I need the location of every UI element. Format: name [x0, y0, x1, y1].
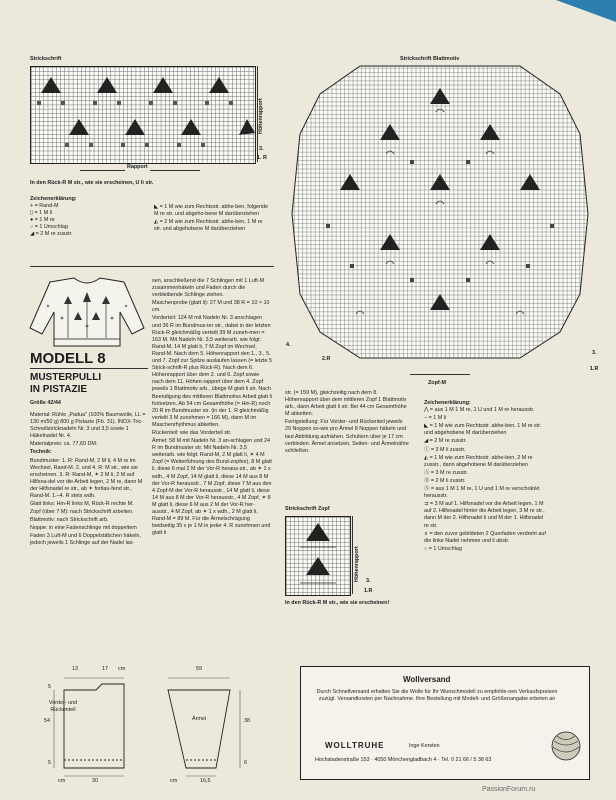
- paragraph: Maschenprobe (glatt li): 27 M und 38 R = 10 × 10 cm.: [152, 300, 270, 314]
- chart2-zopf-label: Zopf-M: [428, 380, 446, 386]
- sweater-illustration: [28, 276, 146, 350]
- paragraph: Blattmotiv: nach Strickschrift arb.: [30, 517, 109, 524]
- model-title: MODELL 8: [30, 350, 106, 367]
- paragraph: str. (= 159 M), gleichzeitig nach dem 8. Höhenrapport über dem mittleren Zopf 1 Blattmotiv arb., dann Arbeit glatt li str. Bei 44 cm Gesamthöhe M abketten.: [285, 390, 407, 418]
- chart1-row1: 1. R: [257, 155, 267, 161]
- legend2-item: Ⓑ = 2 M li zusstr.: [424, 477, 466, 484]
- chart1-rapport-label: Rapport: [127, 164, 148, 170]
- schematic: [40, 672, 280, 784]
- legend2-item: ⋀ = aus 1 M 1 M re, 1 U und 1 M re herausstr.: [424, 407, 535, 414]
- dim-top1: 13: [72, 666, 78, 672]
- ad-person: Inge Kersten: [409, 743, 440, 749]
- legend1: [30, 196, 140, 239]
- dim-top2: 17: [102, 666, 108, 672]
- model-subtitle1: MUSTERPULLI: [30, 372, 102, 383]
- sleeve-label: Ärmel: [192, 716, 207, 722]
- sleeve-unit: cm: [170, 778, 178, 784]
- zopf-row3: 3.: [366, 578, 371, 584]
- sleeve-top: 59: [196, 666, 202, 672]
- legend2-item: Ⓢ = aus 1 M 1 M re, 1 U und 1 M re verschränkt herausstr.: [424, 486, 540, 500]
- chart2-zopf-bracket: [410, 374, 470, 375]
- chart1-grid: [30, 66, 256, 164]
- chart1-motifs: [31, 67, 255, 163]
- ad-brand: WOLLTRUHE: [325, 741, 385, 750]
- legend2-item: ○ = 1 Umschlag: [424, 545, 462, 552]
- paragraph: Materialpreis: ca. 77,60 DM.: [30, 441, 98, 448]
- ad-text: Durch Schnellversand erhalten Sie die Wolle für Ihr Wunschmodell zu empfohle-nen Verkaufspreisen zuzügl. Versandkosten per Nachnahme. Ihre Bestellung mit Modell- und Größenangabe erbeten an: [316, 689, 558, 703]
- chart1-side-label: Höhenrapport: [258, 98, 264, 134]
- watermark: PassionForum.ru: [482, 786, 536, 793]
- dim-w1: 30: [92, 778, 98, 784]
- dim-h3: 5: [48, 760, 51, 766]
- zopf-side-label: Höhenrapport: [354, 546, 360, 582]
- chart2-title: Strickschrift Blattmotiv: [400, 56, 460, 62]
- legend2-item: ∨ = den zuvor gebildeten 2 Querfaden verdreht auf die linke Nadel nehmen und li abstr.: [424, 530, 546, 544]
- zopf-chart-motifs: [286, 517, 350, 595]
- chart2-grid: [290, 64, 590, 360]
- legend1-item: ○ = 1 Umschlag: [30, 224, 68, 231]
- instructions-col3: [285, 390, 409, 456]
- paragraph: Glatt links: Hin-R links M, Rück-R rechte M.: [30, 501, 134, 508]
- chart1-row3: 3.: [259, 146, 264, 152]
- instructions-col2: [152, 278, 272, 538]
- chart2-row2: 2.R: [322, 356, 331, 362]
- legend2-item: ◭ = 1 M wie zum Rechtsstr. abhe-ben, 2 M re zusstr., dann abgehobene M darüberziehen: [424, 454, 533, 468]
- legend1-title: Zeichenerklärung:: [30, 196, 77, 202]
- paragraph: sen, anschließend die 7 Schlingen mit 1 Luft-M zusammenhäkeln und Faden durch die verbleibende Schlinge ziehen.: [152, 278, 265, 299]
- legend2-item: ⊐ = 3 M auf 1. Hilfsnadel vor die Arbeit legen, 1 M auf 2. Hilfsnadel hinter die Arbeit legen, 3 M re str., dann M der 2. Hilfsnadel li und M der 1. Hilfsnadel re str.: [424, 501, 545, 529]
- zopf-repeat-bracket: [352, 516, 353, 594]
- sleeve-cuff: 6: [244, 760, 247, 766]
- zopf-chart-title: Strickschrift Zopf: [285, 506, 330, 512]
- sleeve-height: 38: [244, 718, 250, 724]
- title-rule: [30, 368, 148, 369]
- chart2-row4: 4.: [286, 342, 291, 348]
- dim-top-unit: cm: [118, 666, 126, 672]
- zopf-caption: In den Rück-R M str., wie sie erscheinen!: [285, 600, 390, 606]
- legend2-item: − = 1 M li: [424, 415, 447, 422]
- legend2-title: Zeichenerklärung:: [424, 400, 471, 406]
- legend2: [424, 400, 548, 554]
- paragraph: Rückenteil: wie das Vorderteil str.: [152, 429, 232, 436]
- sleeve-width: 16,5: [200, 778, 211, 784]
- dim-h1: 5: [48, 684, 51, 690]
- yarn-ball-icon: [549, 729, 583, 763]
- chart1-caption: In den Rück-R M str., wie sie erscheinen, U li str.: [30, 180, 154, 186]
- legend2-item: ◣ = 1 M wie zum Rechtsstr. abhe-ben, 1 M re str. und abgehobene M darüberziehen: [424, 423, 542, 437]
- legend2-item: Ⓐ = 3 M re zusstr.: [424, 469, 468, 476]
- legend1-item: ◣ = 1 M wie zum Rechtsstr. abhe-ben, folgende M re str. und abgeho-bene M darüberziehen: [154, 204, 268, 218]
- wollversand-ad: [300, 666, 590, 780]
- legend2-item: Ⓘ = 3 M li zusstr.: [424, 446, 466, 453]
- ad-address: Hochstadenstraße 153 · 4050 Mönchengladbach 4 · Tel. 0 21 66 / 5 38 63: [315, 757, 492, 763]
- paragraph: Bundmuster: 1. R: Rand-M, 2 M li, 4 M re im Wechsel, Rand-M. 2. und 4. R: M str., wie sie erscheinen. 3. R: Rand-M, ✶ 2 M li, 2 M auf Hilfsna-del vor die Arbeit legen, 2 M re, dann M der Hilfsnadel re str., ab ✶ fortlau-fend str., Rand-M. 1.–4. R stets wdh.: [30, 457, 143, 500]
- legend1-right: [154, 204, 270, 234]
- paragraph: Vorderteil: 124 M mit Nadeln Nr. 3 anschlagen und 36 R im Bundmus-ter str., dabei in der letzten Rück-R gleichmäßig verteilt 39 M zuneh-men = 163 M. Mit Nadeln Nr. 3,5 weiterarb. wie folgt: Rand-M, 14 M glatt li, 7 M Zopf im Wechsel, Rand-M. Nach dem 5. Höhenrapport den 1., 3., 5. und 7. Zopf zur Spitze auslaufen lassen (= letzte 5 Strick-schrift-R plus Rück-R). Nach dem 6. Höhenrapport über dem 2. und 6. Zopf sowie nach dem 11. Höhen-rapport über dem 4. Zopf jeweils 1 Blattmotiv arb., übrige M glatt li str. Nach Beendigung des mittleren Blattmotivs Arbeit glatt li fortsetzen. Ab 54 cm Gesamthöhe (= Hin-R) noch 20 R im Bundmuster str. (in der 1. R gleichmäßig verteilt 3 M zunehmen = 166 M), dann M im Maschenrhythmus abketten.: [152, 315, 273, 428]
- legend1-item: ▯ = 1 M li: [30, 210, 52, 217]
- chart2-row3: 3.: [592, 350, 597, 356]
- legend1-item: ◢ = 2 M re zusstr.: [30, 231, 73, 238]
- front-label: Vorder- und Rückenteil: [48, 700, 78, 714]
- zopf-row1: 1.R: [364, 588, 373, 594]
- ad-title: Wollversand: [403, 675, 451, 684]
- chart1-title: Strickschrift: [30, 56, 62, 62]
- dim-h2: 54: [44, 718, 50, 724]
- legend1-item: ◭ = 2 M wie zum Rechtsstr. abhe-ben, 1 M re str. und abgehobene M darüberziehen: [154, 219, 263, 233]
- paragraph: Technik:: [30, 449, 52, 456]
- model-size: Größe 42/44: [30, 400, 61, 406]
- page-corner-tab: [556, 0, 616, 22]
- divider: [30, 266, 274, 267]
- paragraph: Noppe: in eine Fadenschlinge mit doppeltem Faden 3 Luft-M und 6 Doppelstäbchen häkeln, jedoch jeweils 1 Schlinge auf der Nadel las-: [30, 525, 141, 546]
- paragraph: Material: Rühle „Padua" (100% Baumwolle, LL = 130 m/50 g) 800 g Pistazie (Fb. 31). INOX-Tric-Schnellstricknadeln Nr. 3 und 3,5 sowie 1 Häkelnadel Nr. 4.: [30, 412, 146, 440]
- zopf-chart-grid: [285, 516, 351, 596]
- paragraph: Ärmel: 58 M mit Nadeln Nr. 3 an-schlagen und 24 R im Bundmuster str. Mit Nadeln Nr. 3,5 weiterarb. wie folgt: Rand-M, 2 M glatt li, ✶ 4 M Zopf (= Weiterführung des Bund-zopfes), 8 M glatt li, diese 6 mal 2 M der Vor-R heraus-str., ab ✶ 1 x wdh., 4 M Zopf, 14 M glatt li, diese 14 M aus 8 M der Vor-R herausstr., 7 M Zopf, diese 7 M aus den 4 Zopf-M der Vor-R herausstr., 14 M glatt li, diese 14 M aus 8 M der Vor-R herausstr., 4 M Zopf, ✶ 8 M glatt li, diese 6 M aus 2 M der Vor-R her-ausstr., 4 M Zopf, ab ✶ 1 x wdh., 2 M glatt li, Rand-M = 89 M. Für die Ärmelschrägung beidseitig 35 x je 1 M in jeder 4. R zunehmen und glatt li: [152, 438, 272, 537]
- legend1-item: ● = 1 M re: [30, 217, 55, 224]
- legend1-item: + = Rand-M: [30, 203, 59, 210]
- paragraph: Zopf (über 7 M): nach Strickschrift arbeiten.: [30, 509, 134, 516]
- legend2-item: ◢ = 2 M re zusstr.: [424, 438, 467, 445]
- instructions-col1: [30, 412, 146, 548]
- chart2-row1: 1.R: [590, 366, 599, 372]
- model-subtitle2: IN PISTAZIE: [30, 384, 88, 395]
- dim-w-unit: cm: [58, 778, 66, 784]
- paragraph: Fertigstellung: Für Vorder- und Rückenteil jeweils 29 Noppen so-wie pro Ärmel 8 Noppen häkeln und laut Abbildung aufnähen. Schultern über je 17 cm verbinden. Ärmel ansetzen, Seiten- und Ärmelnähte schließen.: [285, 419, 409, 454]
